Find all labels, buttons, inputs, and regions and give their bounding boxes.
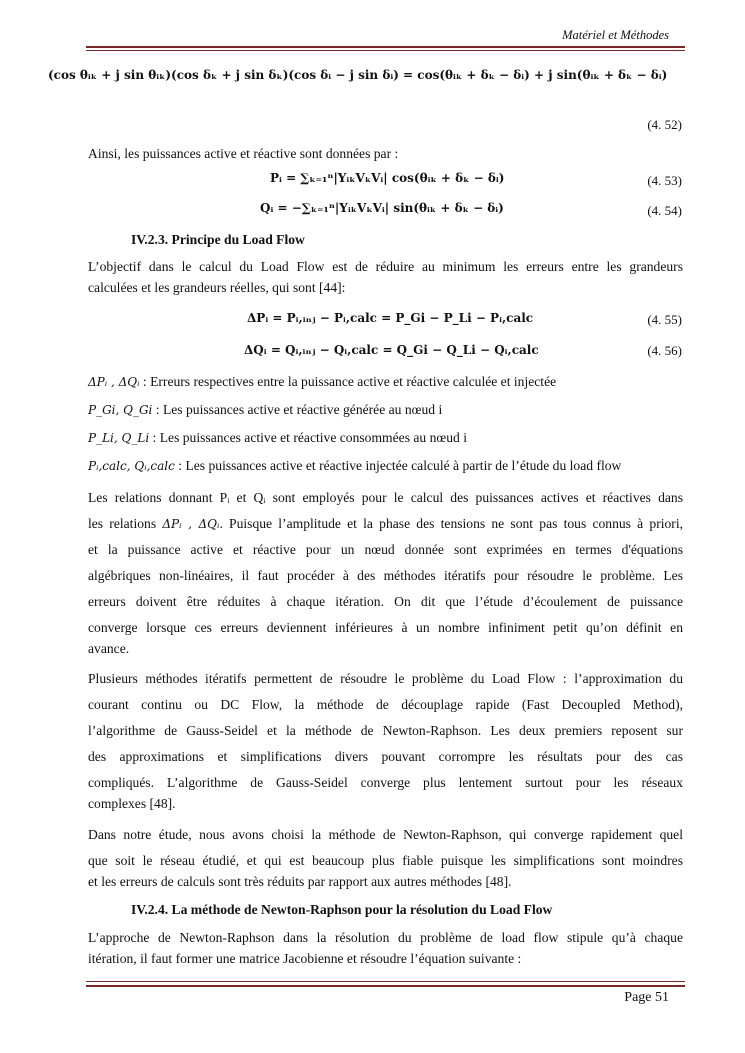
definition-consumed xyxy=(88,430,467,446)
definition-text: : Les puissances active et réactive générée au nœud i xyxy=(152,402,443,417)
paragraph-line: itération, il faut former une matrice Jacobienne et résoudre l’équation suivante : xyxy=(88,951,522,966)
text-run: . Puisque l’amplitude et la phase des tensions ne sont pas tous connus à priori, xyxy=(219,516,683,531)
paragraph-line: Dans notre étude, nous avons choisi la méthode de Newton-Raphson, qui converge rapidement quel xyxy=(88,827,683,842)
footer-rule xyxy=(86,985,685,987)
paragraph-line: L’approche de Newton-Raphson dans la résolution du problème de load flow stipule qu’à chaque xyxy=(88,930,683,945)
paragraph-line xyxy=(88,511,683,537)
math-symbol: P_Gi, Q_Gi xyxy=(88,403,153,417)
paragraph-line: L’objectif dans le calcul du Load Flow est de réduire au minimum les erreurs entre les grandeurs xyxy=(88,259,683,274)
equation-number-4-54: (4. 54) xyxy=(647,203,682,218)
equation-number-4-56: (4. 56) xyxy=(647,343,682,358)
equation-number-4-52: (4. 52) xyxy=(647,117,682,132)
header-rule xyxy=(86,46,685,48)
page-number: Page 51 xyxy=(624,990,669,1005)
equation-number-4-53: (4. 53) xyxy=(647,173,682,188)
paragraph-line: et la puissance active et réactive pour un nœud donnée sont exprimées en termes d'équations xyxy=(88,542,683,557)
running-header: Matériel et Méthodes xyxy=(562,28,669,42)
paragraph-line: des approximations et simplifications divers pouvant corrompre les résultats pour des cas xyxy=(88,749,683,764)
definition-delta xyxy=(88,374,556,390)
text-run: les relations xyxy=(88,516,163,531)
paragraph-line: Les relations donnant Pᵢ et Qᵢ sont employés pour le calcul des puissances actives et réactives dans xyxy=(88,490,683,505)
paragraph-line: courant continu ou DC Flow, la méthode de découplage rapide (Fast Decoupled Method), xyxy=(88,697,683,712)
equation-4-53: Pᵢ = ∑ₖ₌₁ⁿ|YᵢₖVₖVᵢ| cos(θᵢₖ + δₖ − δᵢ) xyxy=(270,171,505,185)
header-rule-thin xyxy=(86,50,685,51)
math-symbol: ΔPᵢ , ΔQᵢ xyxy=(162,517,220,531)
equation-4-55: ΔPᵢ = Pᵢ,ᵢₙⱼ − Pᵢ,calc = P_Gi − P_Li − Pᵢ,calc xyxy=(247,311,534,325)
math-symbol: P_Li, Q_Li xyxy=(88,431,150,445)
paragraph-line: calculées et les grandeurs réelles, qui sont [44]: xyxy=(88,280,346,295)
definition-text: : Erreurs respectives entre la puissance active et réactive calculée et injectée xyxy=(139,374,557,389)
definition-generated xyxy=(88,402,442,418)
section-heading-load-flow-principle: IV.2.3. Principe du Load Flow xyxy=(131,232,305,247)
equation-number-4-55: (4. 55) xyxy=(647,312,682,327)
definition-text: : Les puissances active et réactive consommées au nœud i xyxy=(149,430,467,445)
paragraph-line: algébriques non-linéaires, il faut procéder à des méthodes itératifs pour résoudre le problème. Les xyxy=(88,568,683,583)
section-heading-newton-raphson: IV.2.4. La méthode de Newton-Raphson pour la résolution du Load Flow xyxy=(131,902,553,917)
paragraph-line: l’algorithme de Gauss-Seidel et la méthode de Newton-Raphson. Les deux premiers reposent sur xyxy=(88,723,683,738)
equation-4-54: Qᵢ = −∑ₖ₌₁ⁿ|YᵢₖVₖVᵢ| sin(θᵢₖ + δₖ − δᵢ) xyxy=(260,201,504,215)
paragraph-line: erreurs doivent être réduites à chaque itération. On dit que l’étude d’écoulement de puissance xyxy=(88,594,683,609)
paragraph-line: compliqués. L’algorithme de Gauss-Seidel converge plus lentement surtout pour les réseaux xyxy=(88,775,683,790)
paragraph-line: converge lorsque ces erreurs deviennent inférieures à un nombre infiniment petit qu’on définit en xyxy=(88,620,683,635)
equation-4-52: (cos θᵢₖ + j sin θᵢₖ)(cos δₖ + j sin δₖ)(cos δᵢ − j sin δᵢ) = cos(θᵢₖ + δₖ − δᵢ) + j sin(θᵢₖ + δₖ − δᵢ) xyxy=(48,68,668,82)
paragraph-line: complexes [48]. xyxy=(88,796,176,811)
paragraph-line: avance. xyxy=(88,641,130,656)
definition-calculated xyxy=(88,458,621,474)
paragraph-ainsi: Ainsi, les puissances active et réactive sont données par : xyxy=(88,146,399,161)
footer-rule-thin xyxy=(86,981,685,982)
paragraph-line: et les erreurs de calculs sont très réduits par rapport aux autres méthodes [48]. xyxy=(88,874,512,889)
math-symbol: ΔPᵢ , ΔQᵢ xyxy=(88,375,140,389)
paragraph-line: Plusieurs méthodes itératifs permettent de résoudre le problème du Load Flow : l’approximation du xyxy=(88,671,683,686)
definition-text: : Les puissances active et réactive injectée calculé à partir de l’étude du load flow xyxy=(174,458,622,473)
math-symbol: Pᵢ,calc, Qᵢ,calc xyxy=(88,459,175,473)
equation-4-56: ΔQᵢ = Qᵢ,ᵢₙⱼ − Qᵢ,calc = Q_Gi − Q_Li − Qᵢ,calc xyxy=(244,343,539,357)
paragraph-line: que soit le réseau étudié, et qui est beaucoup plus fiable puisque les simplifications sont moindres xyxy=(88,853,683,868)
